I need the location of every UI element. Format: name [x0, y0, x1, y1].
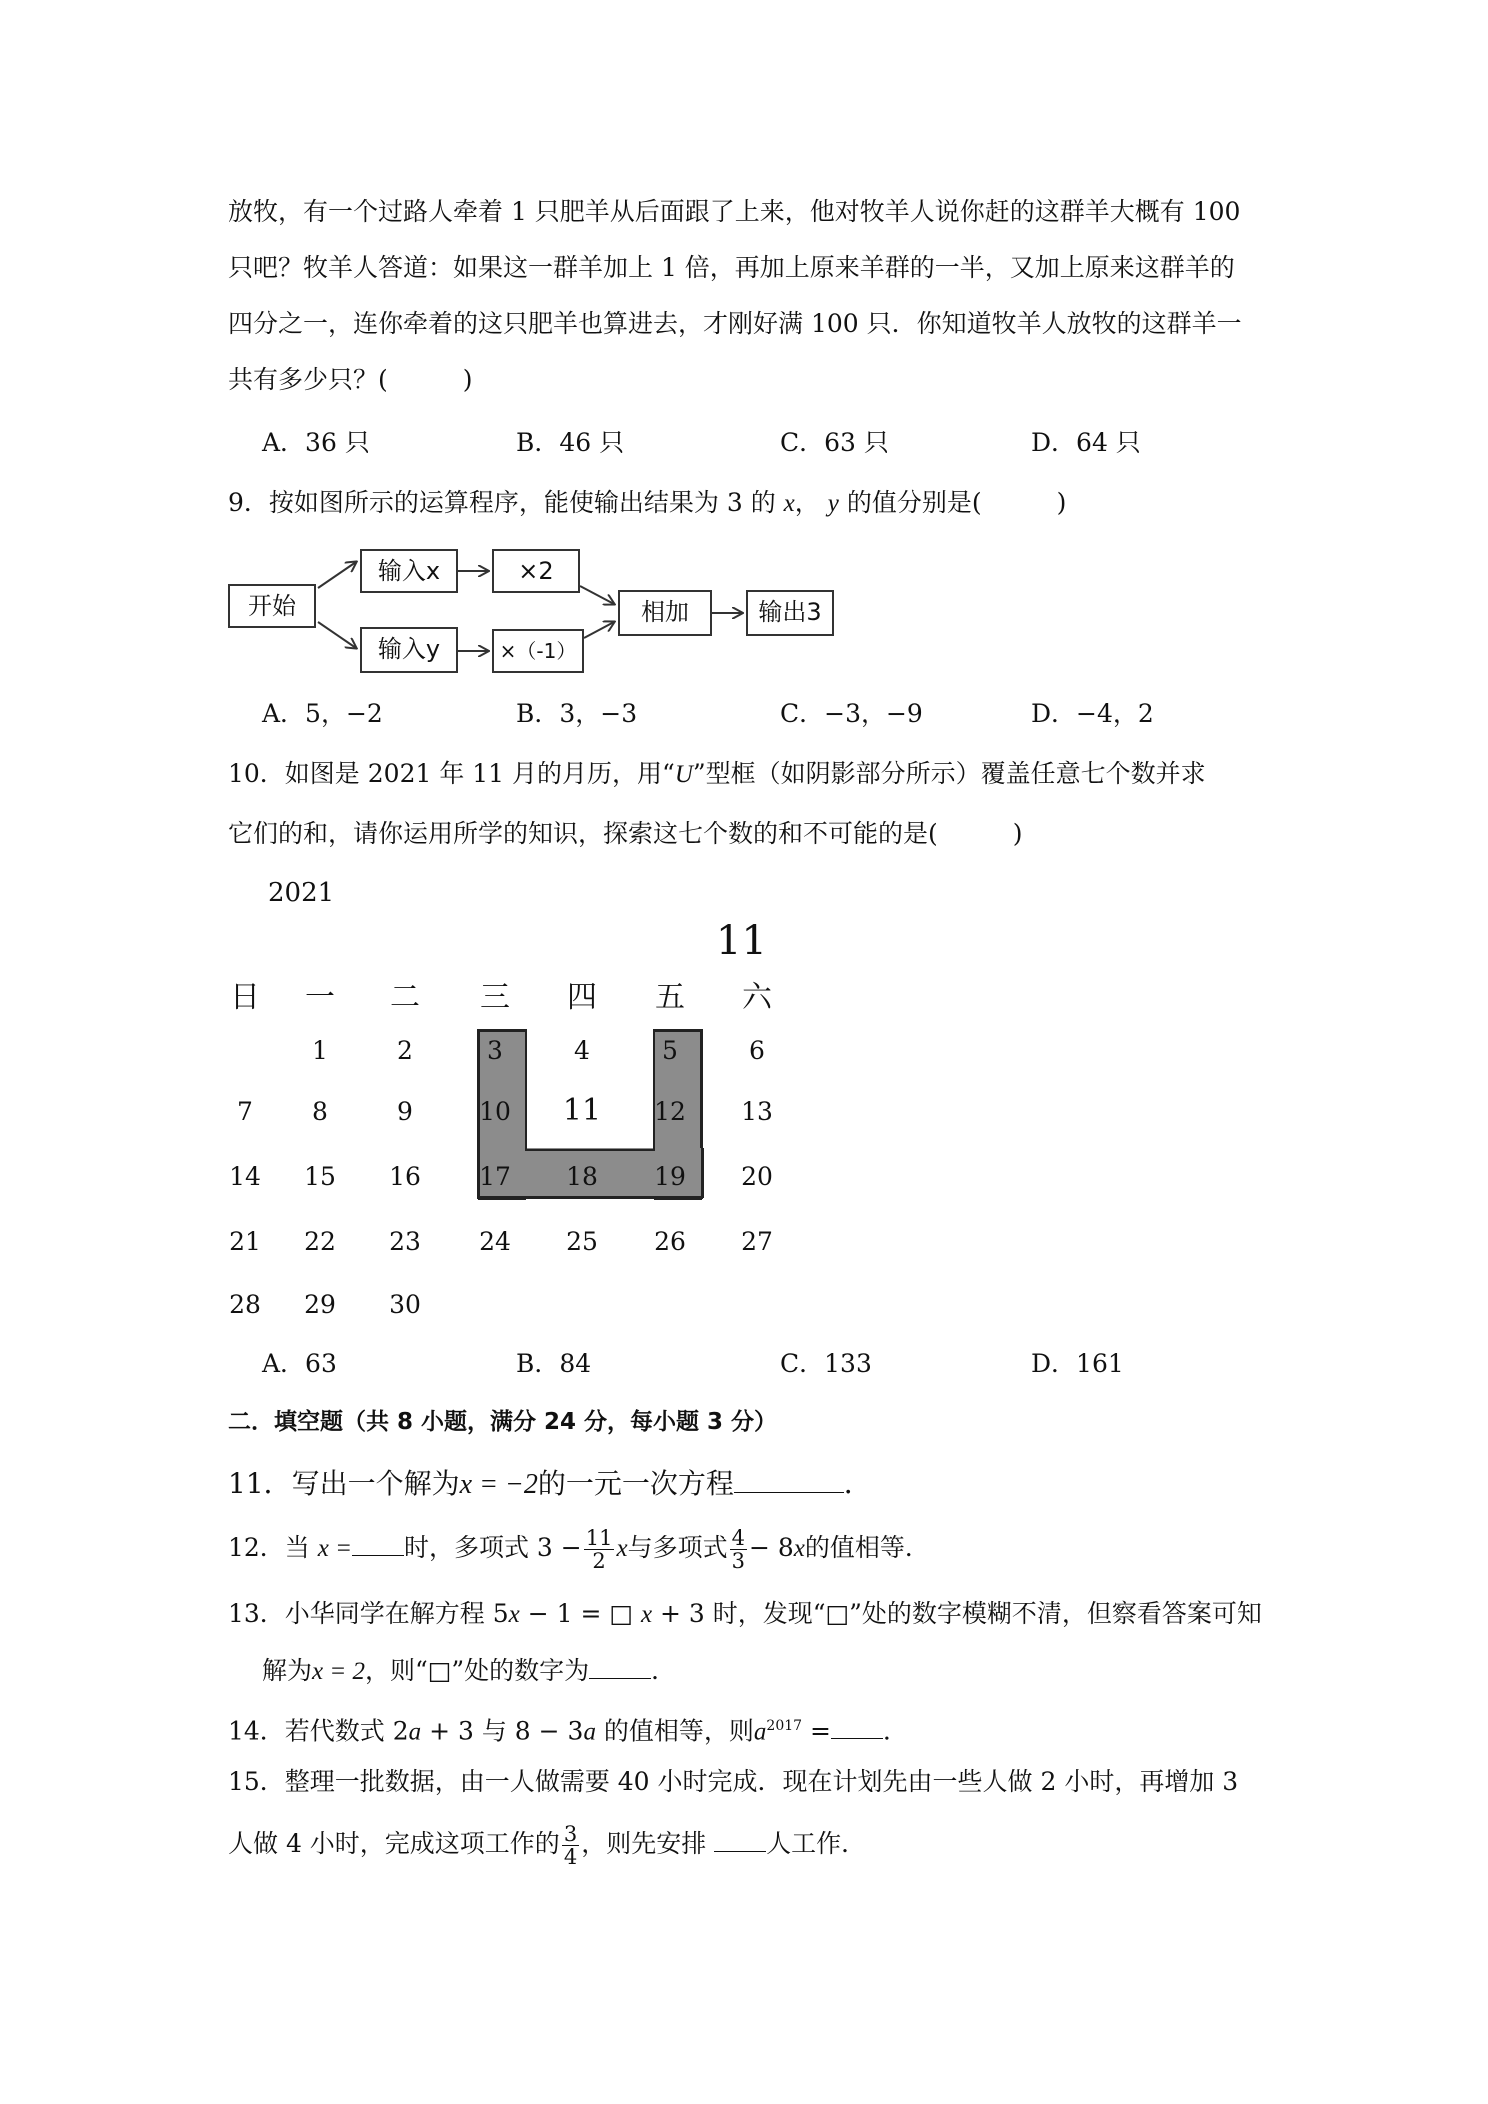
q13-var-x1: x — [508, 1601, 520, 1628]
q13-text-a: 13．小华同学在解方程 5 — [228, 1599, 509, 1628]
calendar-day: 12 — [654, 1097, 686, 1126]
calendar-day: 30 — [389, 1290, 421, 1319]
q10-option-d: D．161 — [1031, 1349, 1124, 1378]
q9-option-d: D．−4，2 — [1031, 699, 1154, 728]
q14-exponent: 2017 — [766, 1718, 803, 1734]
calendar-day: 23 — [389, 1227, 421, 1256]
q15-fraction-den: 4 — [563, 1845, 578, 1869]
q11-text-a: 11．写出一个解为 — [228, 1467, 460, 1500]
calendar-weekday: 二 — [390, 980, 420, 1015]
q9-var-y: y — [827, 490, 839, 517]
q12-fraction-2-den: 3 — [731, 1549, 745, 1573]
q12-answer-blank[interactable] — [352, 1529, 404, 1556]
q12-text-a: 12．当 — [228, 1533, 310, 1562]
q15-line2-text-a: 人做 4 小时，完成这项工作的 — [228, 1829, 560, 1858]
calendar-day: 16 — [389, 1162, 421, 1191]
q14-text-b: + 3 与 8 − 3 — [421, 1716, 584, 1746]
q15-line2-text-b: ，则先安排 — [581, 1829, 707, 1858]
calendar-day: 25 — [566, 1227, 598, 1256]
q10-option-a: A．63 — [262, 1349, 337, 1378]
q9-var-x: x — [783, 490, 795, 517]
q15-fraction-num: 3 — [563, 1822, 578, 1846]
q12-text-d: − 8 — [748, 1533, 794, 1562]
q14-end: ． — [882, 1716, 908, 1746]
q12-text-b: 时，多项式 3 − — [403, 1533, 582, 1562]
q13-text-b: − 1 = □ — [519, 1599, 641, 1628]
section-2-heading: 二．填空题（共 8 小题，满分 24 分，每小题 3 分） — [228, 1409, 778, 1435]
q10-option-b: B．84 — [516, 1349, 592, 1378]
q8-option-b: B．46 只 — [516, 428, 625, 457]
q9-option-a: A．5，−2 — [262, 699, 383, 728]
calendar-day: 5 — [662, 1036, 678, 1065]
calendar-day: 7 — [237, 1097, 253, 1126]
calendar-day: 9 — [397, 1097, 413, 1126]
flow-add-box: 相加 — [618, 590, 712, 636]
calendar-day: 29 — [304, 1290, 336, 1319]
q9-sep: ， — [794, 488, 820, 517]
q9-option-c: C．−3，−9 — [780, 699, 923, 728]
q11-end: ． — [843, 1467, 872, 1500]
q15-line2-text-c: 人工作． — [766, 1829, 867, 1858]
q9-stem-text-a: 9．按如图所示的运算程序，能使输出结果为 3 的 — [228, 488, 776, 517]
q11-equation: x = −2 — [459, 1469, 538, 1500]
q12-var-x2: x — [793, 1535, 805, 1562]
q10-u-symbol: U — [674, 761, 693, 788]
q12-fraction-2 — [730, 1527, 747, 1572]
calendar-day: 10 — [479, 1097, 511, 1126]
calendar-month: 11 — [716, 918, 767, 964]
calendar-day: 6 — [749, 1036, 765, 1065]
q14-text-a: 14．若代数式 2 — [228, 1716, 409, 1746]
calendar-weekday: 一 — [305, 980, 335, 1015]
q12-text-c: 与多项式 — [627, 1533, 728, 1562]
q12 — [228, 1522, 930, 1575]
calendar-year: 2021 — [268, 878, 335, 908]
q15-line-2 — [228, 1818, 866, 1870]
q14-answer-blank[interactable] — [831, 1712, 883, 1739]
calendar-day: 20 — [741, 1162, 773, 1191]
calendar-weekday: 四 — [567, 980, 597, 1015]
q12-text-e: 的值相等． — [804, 1533, 930, 1562]
calendar-day: 27 — [741, 1227, 773, 1256]
q15-answer-blank[interactable] — [714, 1825, 766, 1852]
calendar-day: 18 — [566, 1162, 598, 1191]
flow-input-x-box: 输入x — [360, 549, 458, 593]
calendar-day: 26 — [654, 1227, 686, 1256]
q13-line-1 — [228, 1596, 1262, 1633]
flow-start-box: 开始 — [228, 584, 316, 628]
q13-end: ． — [651, 1656, 677, 1685]
q15-line-1: 15．整理一批数据，由一人做需要 40 小时完成．现在计划先由一些人做 2 小时，再增加 3 — [228, 1767, 1239, 1796]
calendar-day: 19 — [654, 1162, 686, 1191]
calendar-weekday: 五 — [655, 980, 685, 1015]
q12-var-x1: x — [616, 1535, 628, 1562]
calendar-weekday: 日 — [230, 980, 260, 1015]
q9-stem-text-b: 的值分别是( ) — [846, 488, 1067, 517]
calendar-day: 2 — [397, 1036, 413, 1065]
calendar-day: 28 — [229, 1290, 261, 1319]
q12-equation: x = — [317, 1535, 352, 1562]
q14-var-a2: a — [583, 1718, 596, 1746]
q13-line-2 — [262, 1652, 676, 1690]
q13-equation: x = 2 — [312, 1658, 365, 1685]
q14-var-a1: a — [408, 1718, 422, 1746]
q8-line-3: 四分之一，连你牵着的这只肥羊也算进去，才刚好满 100 只．你知道牧羊人放牧的这群羊一 — [228, 309, 1242, 338]
q8-line-2: 只吧？牧羊人答道：如果这一群羊加上 1 倍，再加上原来羊群的一半，又加上原来这群羊的 — [228, 253, 1235, 282]
q14 — [228, 1708, 908, 1750]
q13-line2-text-b: ，则“□”处的数字为 — [364, 1656, 590, 1685]
calendar-day: 22 — [304, 1227, 336, 1256]
q12-fraction-1-den: 2 — [592, 1549, 606, 1573]
calendar-weekday: 三 — [480, 980, 510, 1015]
q11-answer-blank[interactable] — [734, 1466, 844, 1493]
q11 — [228, 1466, 872, 1503]
q8-option-d: D．64 只 — [1031, 428, 1141, 457]
flow-times-neg1-box: ×（-1） — [492, 629, 584, 673]
calendar-day: 14 — [229, 1162, 261, 1191]
calendar-weekday: 六 — [742, 980, 772, 1015]
calendar-day: 24 — [479, 1227, 511, 1256]
calendar-day: 3 — [487, 1036, 503, 1065]
q14-text-c: 的值相等，则 — [595, 1716, 754, 1746]
q10-line1-text-b: ”型框（如阴影部分所示）覆盖任意七个数并求 — [692, 759, 1206, 788]
calendar-day: 21 — [229, 1227, 261, 1256]
q12-fraction-2-num: 4 — [731, 1526, 745, 1550]
calendar-day: 4 — [574, 1036, 590, 1065]
q8-option-c: C．63 只 — [780, 428, 889, 457]
calendar-day: 17 — [479, 1162, 511, 1191]
q12-fraction-1 — [584, 1527, 615, 1572]
calendar-day: 11 — [562, 1093, 602, 1128]
calendar-day: 15 — [304, 1162, 336, 1191]
flow-output-box: 输出3 — [746, 590, 834, 636]
q13-var-x2: x — [640, 1601, 653, 1628]
q10-line-2: 它们的和，请你运用所学的知识，探索这七个数的和不可能的是( ) — [228, 819, 1023, 848]
calendar-day: 13 — [741, 1097, 773, 1126]
q11-text-b: 的一元一次方程 — [537, 1467, 734, 1500]
q9-option-b: B．3，−3 — [516, 699, 638, 728]
q14-var-a3: a — [753, 1718, 767, 1746]
q8-line-1: 放牧，有一个过路人牵着 1 只肥羊从后面跟了上来，他对牧羊人说你赶的这群羊大概有 100 — [228, 197, 1241, 226]
q14-text-d: = — [802, 1716, 831, 1746]
flow-times2-box: ×2 — [492, 549, 580, 593]
calendar-day: 1 — [312, 1036, 328, 1065]
q13-answer-blank[interactable] — [589, 1652, 651, 1679]
q15-fraction — [562, 1823, 579, 1868]
calendar-day: 8 — [312, 1097, 328, 1126]
q10-option-c: C．133 — [780, 1349, 872, 1378]
flow-input-y-box: 输入y — [360, 627, 458, 673]
q8-option-a: A．36 只 — [262, 428, 370, 457]
q13-text-c: + 3 时，发现“□”处的数字模糊不清，但察看答案可知 — [652, 1599, 1262, 1628]
q13-line2-text-a: 解为 — [262, 1656, 313, 1685]
q12-fraction-1-num: 11 — [585, 1526, 613, 1550]
q10-line1-text-a: 10．如图是 2021 年 11 月的月历，用“ — [228, 759, 675, 788]
q8-line-4: 共有多少只？( ) — [228, 365, 473, 394]
